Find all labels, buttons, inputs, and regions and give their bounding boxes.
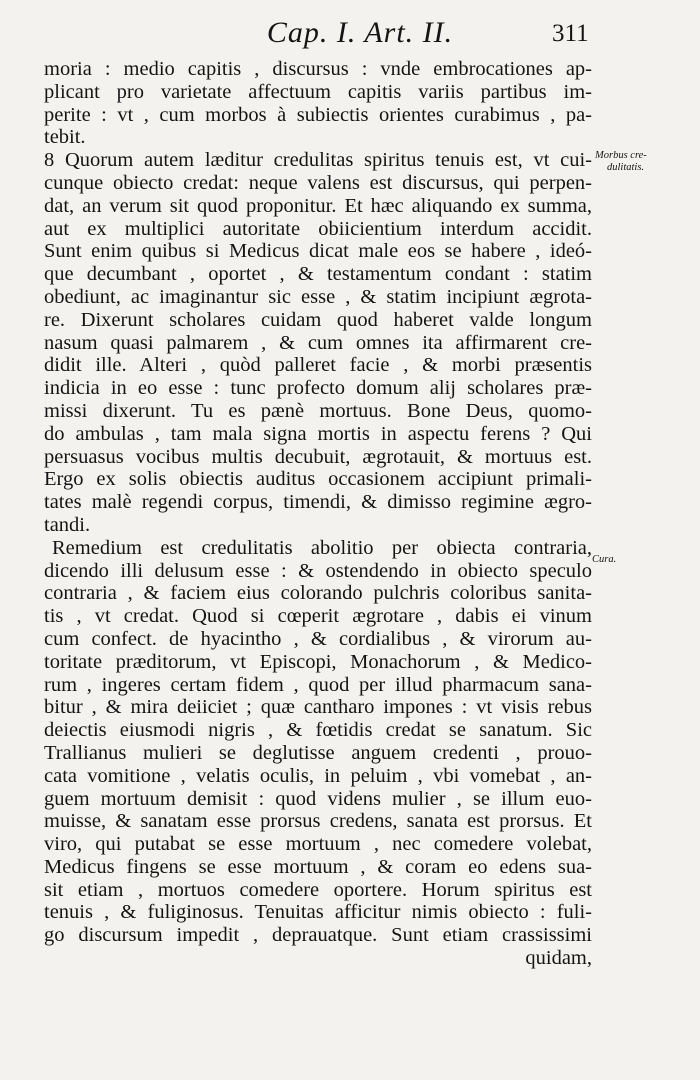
text-line: tandi. <box>44 513 91 536</box>
margin-note-line: dulitatis. <box>607 162 645 173</box>
text-line: muisse, & sanatam esse prorsus credens, sanata est prorsus. Et <box>44 810 592 833</box>
text-line: re. Dixerunt scholares cuidam quod haberet valde longum <box>44 308 592 331</box>
text-line: cum confect. de hyacintho , & cordialibus , & virorum au- <box>44 627 592 650</box>
text-line: tates malè regendi corpus, timendi, & dimisso regimine ægro- <box>44 491 592 514</box>
text-line: tenuis , & fuliginosus. Tenuitas afficitur nimis obiecto : fuli- <box>44 901 592 924</box>
text-line: bitur , & mira deiiciet ; quæ cantharo impones : vt visis rebus <box>44 696 592 719</box>
text-line: toritate præditorum, vt Episcopi, Monachorum , & Medico- <box>44 650 592 673</box>
margin-note-cura <box>592 554 697 566</box>
text-line: rum , ingeres certam fidem , quod per illud pharmacum sana- <box>44 673 592 696</box>
text-line: missi dixerunt. Tu es pænè mortuus. Bone Deus, quomo- <box>44 399 592 422</box>
text-line: indicia in eo esse : tunc profecto domum alij scholares præ- <box>44 377 592 400</box>
text-line: didit ille. Alteri , quòd palleret facie , & morbi præsentis <box>44 354 592 377</box>
text-line: plicant pro varietate affectuum capitis variis partibus im- <box>44 80 592 103</box>
margin-note-morbus <box>595 150 700 174</box>
text-line: dicendo illi delusum esse : & ostendendo in obiecto speculo <box>44 559 592 582</box>
margin-note-line: Morbus cre- <box>595 150 647 161</box>
text-line: Medicus fingens se esse mortuum , & coram eo edens sua- <box>44 855 592 878</box>
text-line: persuasus vocibus multis decubuit, ægrotauit, & mortuus est. <box>44 445 592 468</box>
text-line: aut ex multiplici autoritate obiicientium interdum accidit. <box>44 217 592 240</box>
text-line: que decumbant , oportet , & testamentum condant : statim <box>44 263 592 286</box>
text-line: tis , vt credat. Quod si cœperit ægrotare , dabis ei vinum <box>44 605 592 628</box>
text-line: cunque obiecto credat: neque valens est discursus, qui perpen- <box>44 171 592 194</box>
text-line: go discursum impedit , deprauatque. Sunt etiam crassissimi <box>44 924 592 947</box>
text-line: sit etiam , mortuos comedere oportere. Horum spiritus est <box>44 878 592 901</box>
text-line: moria : medio capitis , discursus : vnde embrocationes ap- <box>44 58 592 80</box>
margin-note-line: Cura. <box>592 554 617 565</box>
text-line: Remedium est credulitatis abolitio per obiecta contraria, <box>52 536 592 559</box>
page-number: 311 <box>552 20 589 47</box>
page-header <box>0 14 700 54</box>
text-line: deiectis eiusmodi nigris , & fœtidis credat se sanatum. Sic <box>44 719 592 742</box>
text-line: tebit. <box>44 126 86 149</box>
text-line: perite : vt , cum morbos à subiectis orientes curabimus , pa- <box>44 103 592 126</box>
text-line: Ergo ex solis obiectis auditus occasionem accipiunt primali- <box>44 468 592 491</box>
text-line: guem mortuum demisit : quod videns mulier , se illum euo- <box>44 787 592 810</box>
text-line: 8 Quorum autem læditur credulitas spiritus tenuis est, vt cui- <box>44 149 592 172</box>
text-line: dat, an verum sit quod proponitur. Et hæc aliquando ex summa, <box>44 194 592 217</box>
text-line: do ambulas , tam mala signa mortis in aspectu ferens ? Qui <box>44 422 592 445</box>
text-line: contraria , & faciem eius colorando pulchris coloribus sanita- <box>44 582 592 605</box>
running-title: Cap. I. Art. II. <box>266 16 454 49</box>
text-line: obediunt, ac imaginantur sic esse , & statim incipiunt ægrota- <box>44 285 592 308</box>
text-line: nasum quasi palmarem , & cum omnes ita affirmarent cre- <box>44 331 592 354</box>
body-text <box>44 58 592 970</box>
text-line: Sunt enim quibus si Medicus dicat male eos se habere , ideó- <box>44 240 592 263</box>
catchword: quidam, <box>525 947 592 970</box>
text-line: cata vomitione , velatis oculis, in peluim , vbi vomebat , an- <box>44 764 592 787</box>
text-line: viro, qui putabat se esse mortuum , nec comedere volebat, <box>44 833 592 856</box>
text-line: Trallianus mulieri se deglutisse anguem credenti , prouo- <box>44 741 592 764</box>
